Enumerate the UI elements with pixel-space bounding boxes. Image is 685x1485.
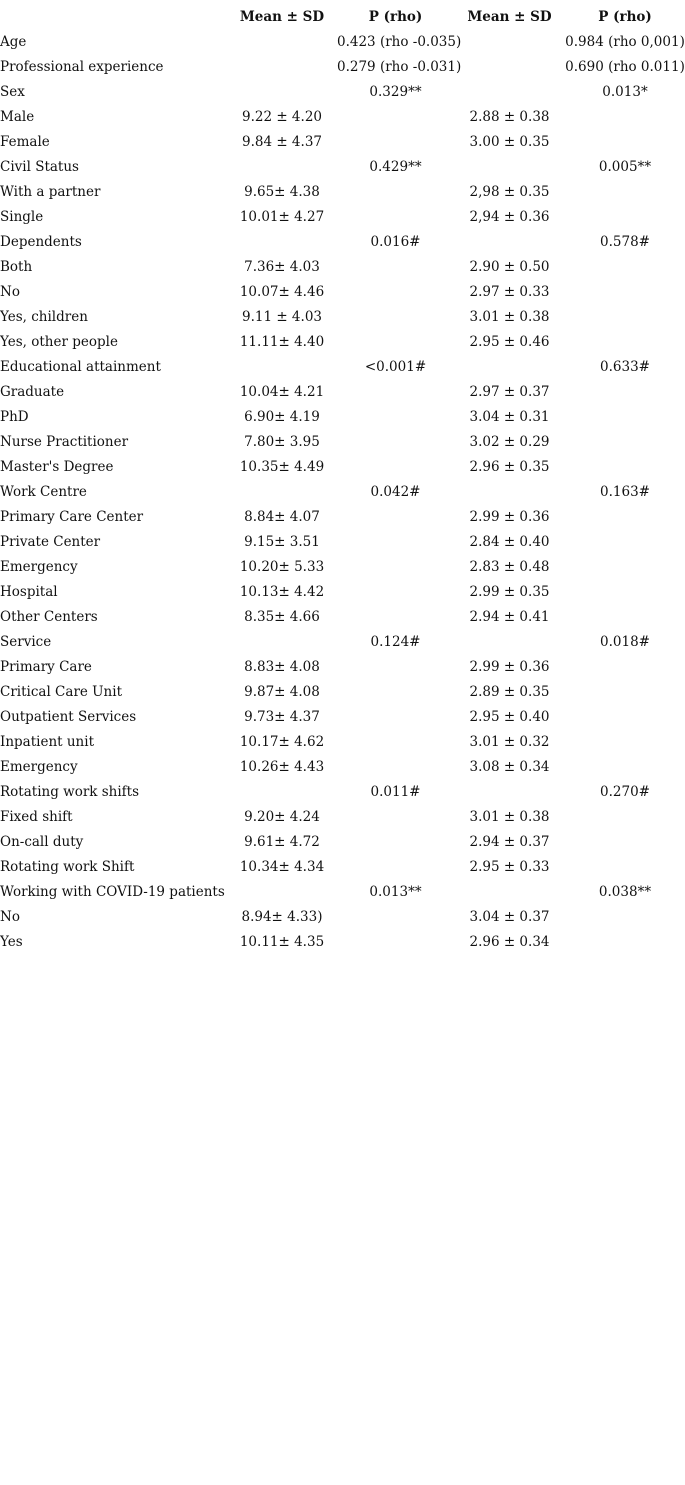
p-rho-1-cell: 0.429** (369, 159, 422, 175)
mean-sd-2-cell: 2.90 ± 0.50 (469, 259, 550, 275)
row-label: Rotating work shifts (0, 784, 140, 800)
p-rho-2-cell (565, 855, 685, 880)
table-row (0, 555, 685, 580)
row-label: Female (0, 134, 50, 150)
table-row (0, 180, 685, 205)
table-row (0, 405, 685, 430)
row-label: Male (0, 109, 35, 125)
p-rho-1-cell: 0.011# (370, 784, 421, 800)
mean-sd-1-cell: 11.11± 4.40 (239, 334, 325, 350)
row-label: Professional experience (0, 59, 164, 75)
row-label: Rotating work Shift (0, 859, 135, 875)
table-row (0, 655, 685, 680)
p-rho-1-cell (337, 805, 454, 830)
p-rho-1-cell (337, 680, 454, 705)
mean-sd-2-cell: 3.01 ± 0.32 (469, 734, 550, 750)
table-row (0, 730, 685, 755)
mean-sd-2-cell: 2.99 ± 0.35 (469, 584, 550, 600)
table-row (0, 30, 685, 55)
mean-sd-2-cell: 2.84 ± 0.40 (469, 534, 550, 550)
p-rho-2-cell (565, 280, 685, 305)
row-label: Educational attainment (0, 359, 161, 375)
table-row (0, 330, 685, 355)
table-row (0, 255, 685, 280)
p-rho-1-cell: 0.329** (369, 84, 422, 100)
mean-sd-2-cell: 2.88 ± 0.38 (469, 109, 550, 125)
table-row (0, 580, 685, 605)
p-rho-2-cell (565, 680, 685, 705)
row-label: Other Centers (0, 609, 98, 625)
row-label: PhD (0, 409, 29, 425)
table-row (0, 205, 685, 230)
mean-sd-1-cell (227, 630, 337, 655)
row-label: Hospital (0, 584, 58, 600)
p-rho-1-cell (337, 380, 454, 405)
mean-sd-2-cell (454, 480, 565, 505)
mean-sd-2-cell (454, 80, 565, 105)
table-row (0, 605, 685, 630)
mean-sd-2-cell (454, 780, 565, 805)
p-rho-2-cell (565, 405, 685, 430)
p-rho-2-cell: 0.690 (rho 0.011) (565, 59, 685, 75)
p-rho-2-cell: 0.018# (600, 634, 650, 650)
p-rho-1-cell (337, 505, 454, 530)
mean-sd-2-cell: 3.01 ± 0.38 (469, 309, 550, 325)
mean-sd-1-cell (227, 480, 337, 505)
mean-sd-2-cell (454, 630, 565, 655)
table-row (0, 905, 685, 930)
table-row (0, 355, 685, 380)
mean-sd-1-cell: 10.35± 4.49 (239, 459, 325, 475)
p-rho-1-cell (337, 555, 454, 580)
mean-sd-2-cell: 3.00 ± 0.35 (469, 134, 550, 150)
mean-sd-2-cell: 3.02 ± 0.29 (469, 434, 550, 450)
p-rho-1-cell (337, 830, 454, 855)
mean-sd-2-cell: 2.83 ± 0.48 (469, 559, 550, 575)
p-rho-2-cell (565, 580, 685, 605)
row-label: Yes, children (0, 309, 88, 325)
row-label: Work Centre (0, 484, 87, 500)
table-row (0, 105, 685, 130)
mean-sd-1-cell (227, 155, 337, 180)
mean-sd-2-cell: 2.95 ± 0.40 (469, 709, 550, 725)
row-label: Nurse Practitioner (0, 434, 129, 450)
mean-sd-2-cell: 2.95 ± 0.46 (469, 334, 550, 350)
p-rho-1-cell (337, 130, 454, 155)
p-rho-1-cell: 0.279 (rho -0.031) (337, 59, 462, 75)
mean-sd-1-cell (227, 80, 337, 105)
mean-sd-1-cell: 8.35± 4.66 (244, 609, 320, 625)
p-rho-1-cell (337, 755, 454, 780)
row-label: Civil Status (0, 159, 79, 175)
mean-sd-2-cell (454, 30, 565, 55)
mean-sd-2-cell: 2,94 ± 0.36 (469, 209, 550, 225)
row-label: Sex (0, 84, 25, 100)
p-rho-2-cell: 0.163# (600, 484, 650, 500)
p-rho-1-cell (337, 580, 454, 605)
mean-sd-2-cell: 2.97 ± 0.33 (469, 284, 550, 300)
mean-sd-2-cell: 3.01 ± 0.38 (469, 809, 550, 825)
p-rho-1-cell (337, 455, 454, 480)
p-rho-2-cell (565, 830, 685, 855)
row-label: Both (0, 259, 33, 275)
row-label: On-call duty (0, 834, 84, 850)
mean-sd-1-cell: 8.94± 4.33) (241, 909, 323, 925)
table-row (0, 230, 685, 255)
mean-sd-1-cell: 10.34± 4.34 (239, 859, 325, 875)
mean-sd-2-cell: 2.95 ± 0.33 (469, 859, 550, 875)
mean-sd-1-cell: 9.11 ± 4.03 (241, 309, 322, 325)
p-rho-1-cell (337, 330, 454, 355)
mean-sd-1-cell: 10.13± 4.42 (239, 584, 325, 600)
header-mean-sd-2: Mean ± SD (467, 9, 552, 25)
row-label: Private Center (0, 534, 101, 550)
mean-sd-2-cell: 2.97 ± 0.37 (469, 384, 550, 400)
mean-sd-1-cell (227, 30, 337, 55)
p-rho-2-cell (565, 605, 685, 630)
p-rho-2-cell: 0.984 (rho 0,001) (565, 34, 685, 50)
row-label: Inpatient unit (0, 734, 94, 750)
mean-sd-2-cell: 3.08 ± 0.34 (469, 759, 550, 775)
header-p-rho-1: P (rho) (368, 9, 423, 25)
header-row (0, 5, 685, 30)
table-row (0, 855, 685, 880)
mean-sd-2-cell (454, 355, 565, 380)
mean-sd-2-cell (454, 230, 565, 255)
table-row (0, 380, 685, 405)
p-rho-1-cell: 0.013** (369, 884, 422, 900)
p-rho-2-cell (565, 530, 685, 555)
mean-sd-1-cell (227, 780, 337, 805)
table-row (0, 155, 685, 180)
table-row (0, 455, 685, 480)
table-row (0, 680, 685, 705)
mean-sd-1-cell: 9.73± 4.37 (244, 709, 320, 725)
p-rho-2-cell (565, 330, 685, 355)
row-label: Emergency (0, 559, 78, 575)
row-label: Primary Care (0, 659, 92, 675)
row-label: Critical Care Unit (0, 684, 122, 700)
mean-sd-1-cell: 9.87± 4.08 (244, 684, 320, 700)
mean-sd-1-cell: 10.20± 5.33 (239, 559, 325, 575)
mean-sd-1-cell: 8.83± 4.08 (244, 659, 320, 675)
mean-sd-1-cell: 10.04± 4.21 (239, 384, 325, 400)
p-rho-1-cell (337, 605, 454, 630)
p-rho-2-cell: 0.270# (600, 784, 650, 800)
p-rho-1-cell (337, 430, 454, 455)
mean-sd-1-cell: 9.61± 4.72 (244, 834, 320, 850)
table-row (0, 805, 685, 830)
row-label: Graduate (0, 384, 65, 400)
mean-sd-1-cell: 10.11± 4.35 (239, 934, 325, 950)
mean-sd-2-cell: 3.04 ± 0.37 (469, 909, 550, 925)
mean-sd-1-cell: 9.20± 4.24 (244, 809, 320, 825)
table-row (0, 630, 685, 655)
p-rho-1-cell: 0.423 (rho -0.035) (337, 34, 462, 50)
header-p-rho-2: P (rho) (598, 9, 652, 25)
p-rho-1-cell (337, 280, 454, 305)
mean-sd-1-cell: 7.36± 4.03 (244, 259, 320, 275)
table-row (0, 530, 685, 555)
p-rho-2-cell (565, 455, 685, 480)
p-rho-1-cell (337, 305, 454, 330)
mean-sd-2-cell: 2.94 ± 0.41 (469, 609, 550, 625)
mean-sd-2-cell (454, 55, 565, 80)
mean-sd-1-cell: 9.15± 3.51 (244, 534, 320, 550)
table-row (0, 480, 685, 505)
p-rho-2-cell (565, 930, 685, 955)
mean-sd-1-cell: 9.84 ± 4.37 (241, 134, 322, 150)
row-label: Dependents (0, 234, 82, 250)
p-rho-2-cell (565, 705, 685, 730)
header-mean-sd-1: Mean ± SD (239, 9, 325, 25)
p-rho-2-cell (565, 805, 685, 830)
p-rho-1-cell (337, 405, 454, 430)
p-rho-2-cell (565, 130, 685, 155)
row-label: Yes (0, 934, 23, 950)
mean-sd-1-cell: 10.17± 4.62 (239, 734, 325, 750)
p-rho-2-cell (565, 655, 685, 680)
table-row (0, 55, 685, 80)
mean-sd-1-cell: 10.01± 4.27 (239, 209, 325, 225)
p-rho-1-cell: 0.124# (370, 634, 421, 650)
p-rho-2-cell (565, 430, 685, 455)
p-rho-1-cell (337, 705, 454, 730)
mean-sd-2-cell: 2.99 ± 0.36 (469, 659, 550, 675)
p-rho-1-cell: <0.001# (364, 359, 427, 375)
row-label: No (0, 284, 20, 300)
p-rho-2-cell: 0.578# (600, 234, 650, 250)
table-row (0, 830, 685, 855)
p-rho-1-cell (337, 105, 454, 130)
mean-sd-1-cell (227, 55, 337, 80)
p-rho-2-cell: 0.013* (602, 84, 648, 100)
p-rho-2-cell (565, 905, 685, 930)
row-label: Outpatient Services (0, 709, 137, 725)
table-body (0, 30, 685, 955)
row-label: Primary Care Center (0, 509, 144, 525)
table-row (0, 930, 685, 955)
mean-sd-1-cell: 10.26± 4.43 (239, 759, 325, 775)
p-rho-1-cell (337, 530, 454, 555)
row-label: Working with COVID-19 patients (0, 884, 225, 900)
mean-sd-1-cell: 6.90± 4.19 (244, 409, 320, 425)
table-header (0, 5, 685, 30)
p-rho-1-cell: 0.016# (370, 234, 421, 250)
mean-sd-1-cell: 7.80± 3.95 (244, 434, 320, 450)
p-rho-2-cell (565, 505, 685, 530)
mean-sd-1-cell: 9.65± 4.38 (244, 184, 320, 200)
p-rho-1-cell (337, 905, 454, 930)
table-row (0, 705, 685, 730)
row-label: Single (0, 209, 44, 225)
p-rho-1-cell (337, 655, 454, 680)
mean-sd-2-cell: 2.94 ± 0.37 (469, 834, 550, 850)
row-label: Yes, other people (0, 334, 118, 350)
p-rho-2-cell (565, 255, 685, 280)
p-rho-2-cell (565, 305, 685, 330)
p-rho-2-cell: 0.005** (598, 159, 652, 175)
p-rho-2-cell (565, 105, 685, 130)
p-rho-1-cell (337, 180, 454, 205)
table-row (0, 80, 685, 105)
p-rho-2-cell (565, 205, 685, 230)
row-label: With a partner (0, 184, 101, 200)
table-row (0, 880, 685, 905)
mean-sd-1-cell: 9.22 ± 4.20 (241, 109, 322, 125)
mean-sd-1-cell (227, 355, 337, 380)
mean-sd-1-cell: 10.07± 4.46 (239, 284, 325, 300)
mean-sd-2-cell: 2,98 ± 0.35 (469, 184, 550, 200)
p-rho-1-cell: 0.042# (370, 484, 421, 500)
header-label (0, 5, 227, 30)
mean-sd-2-cell (454, 155, 565, 180)
mean-sd-1-cell (227, 230, 337, 255)
mean-sd-1-cell: 8.84± 4.07 (244, 509, 320, 525)
table-row (0, 505, 685, 530)
row-label: Fixed shift (0, 809, 73, 825)
row-label: Emergency (0, 759, 78, 775)
p-rho-2-cell (565, 380, 685, 405)
mean-sd-1-cell (227, 880, 337, 905)
table-row (0, 780, 685, 805)
p-rho-2-cell: 0.633# (600, 359, 650, 375)
table-row (0, 755, 685, 780)
mean-sd-2-cell: 2.99 ± 0.36 (469, 509, 550, 525)
row-label: No (0, 909, 20, 925)
p-rho-1-cell (337, 255, 454, 280)
table-row (0, 430, 685, 455)
p-rho-2-cell (565, 555, 685, 580)
mean-sd-2-cell: 2.96 ± 0.35 (469, 459, 550, 475)
mean-sd-2-cell: 3.04 ± 0.31 (469, 409, 550, 425)
statistics-table (0, 5, 685, 955)
p-rho-2-cell (565, 730, 685, 755)
table-row (0, 305, 685, 330)
p-rho-1-cell (337, 730, 454, 755)
p-rho-1-cell (337, 205, 454, 230)
table-row (0, 280, 685, 305)
p-rho-1-cell (337, 930, 454, 955)
p-rho-2-cell (565, 180, 685, 205)
row-label: Master's Degree (0, 459, 114, 475)
p-rho-2-cell: 0.038** (598, 884, 652, 900)
row-label: Service (0, 634, 52, 650)
table-row (0, 130, 685, 155)
p-rho-2-cell (565, 755, 685, 780)
mean-sd-2-cell: 2.89 ± 0.35 (469, 684, 550, 700)
mean-sd-2-cell (454, 880, 565, 905)
mean-sd-2-cell: 2.96 ± 0.34 (469, 934, 550, 950)
row-label: Age (0, 34, 27, 50)
p-rho-1-cell (337, 855, 454, 880)
